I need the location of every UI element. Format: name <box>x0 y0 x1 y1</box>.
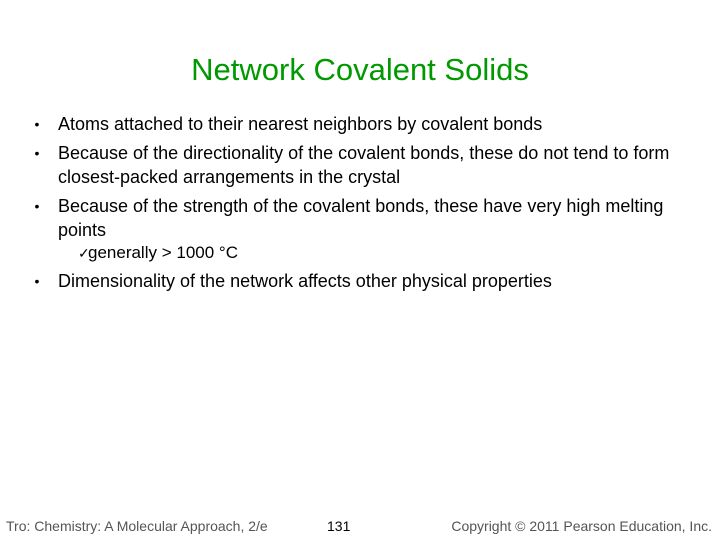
bullet-item <box>30 141 700 189</box>
bullet-list <box>30 112 700 298</box>
footer-book-title: Tro: Chemistry: A Molecular Approach, 2/e <box>6 518 268 534</box>
bullet-icon: • <box>34 198 40 214</box>
bullet-icon: • <box>34 273 40 289</box>
bullet-text: Because of the strength of the covalent bonds, these have very high melting points <box>58 196 664 240</box>
bullet-icon: • <box>34 145 40 161</box>
bullet-item <box>30 269 700 293</box>
page-number: 131 <box>327 518 351 534</box>
footer-copyright: Copyright © 2011 Pearson Education, Inc. <box>451 518 712 534</box>
checkmark-icon: ✓ <box>78 245 90 261</box>
bullet-item <box>30 112 700 136</box>
sub-bullet-text: generally > 1000 °C <box>88 243 238 262</box>
bullet-icon: • <box>34 116 40 132</box>
bullet-text: Because of the directionality of the covalent bonds, these do not tend to form closest-packed arrangements in the crystal <box>58 143 670 187</box>
bullet-text: Dimensionality of the network affects other physical properties <box>58 271 552 291</box>
bullet-item <box>30 194 700 264</box>
sub-bullet-item <box>58 242 700 264</box>
bullet-text: Atoms attached to their nearest neighbors by covalent bonds <box>58 114 543 134</box>
slide-title: Network Covalent Solids <box>191 52 529 87</box>
